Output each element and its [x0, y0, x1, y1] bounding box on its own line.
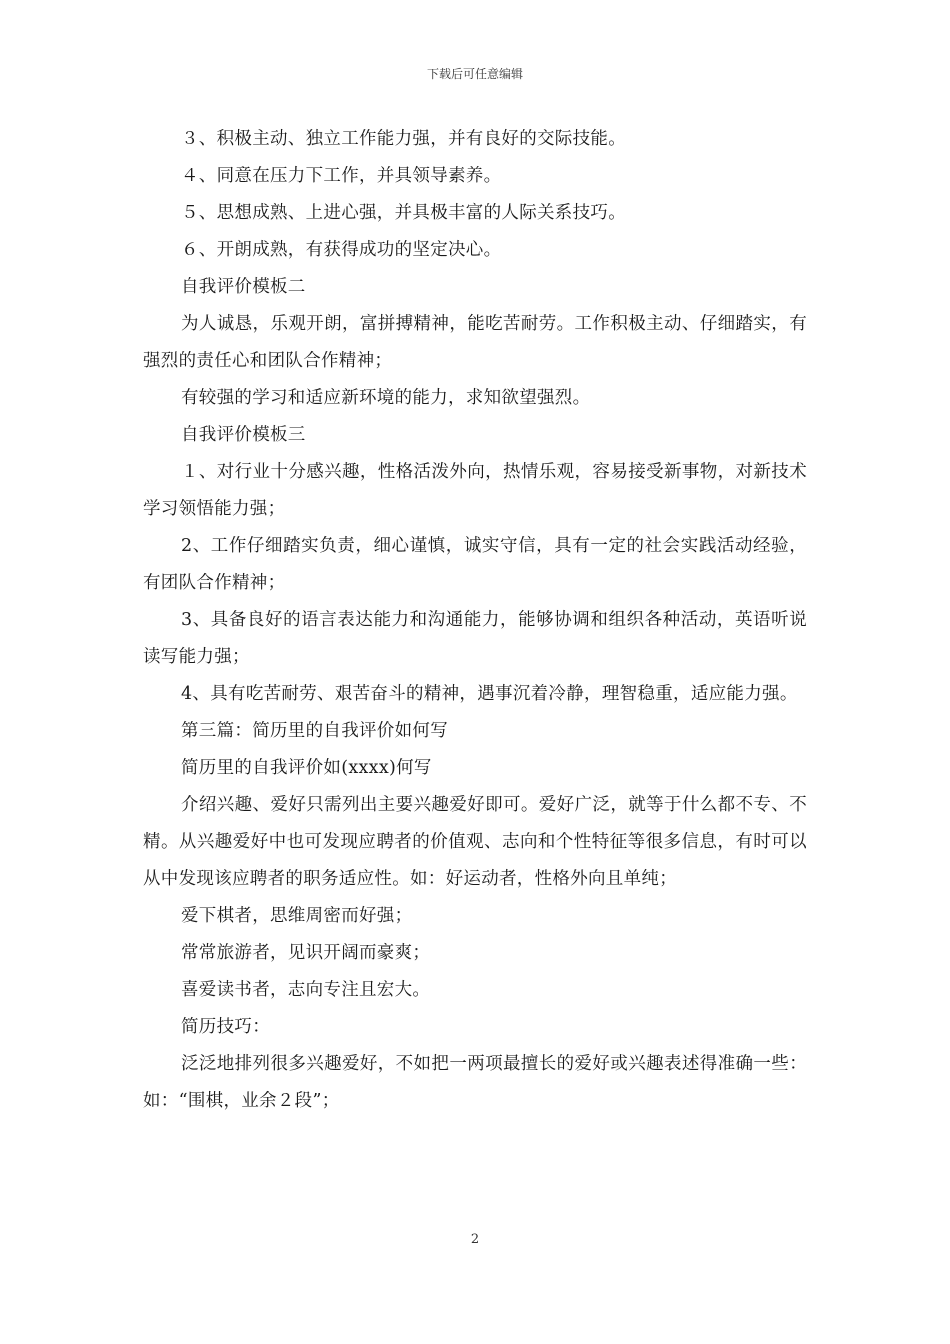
- paragraph: １、对行业十分感兴趣，性格活泼外向，热情乐观，容易接受新事物，对新技术学习领悟能力强；: [143, 462, 807, 519]
- paragraph: 常常旅游者，见识开阔而豪爽；: [181, 943, 431, 963]
- paragraph: 喜爱读书者，志向专注且宏大。: [181, 980, 431, 1000]
- section-heading: 自我评价模板三: [181, 425, 306, 445]
- paragraph: ６、开朗成熟，有获得成功的坚定决心。: [181, 240, 502, 260]
- paragraph: 有较强的学习和适应新环境的能力，求知欲望强烈。: [181, 388, 591, 408]
- page-header: 下载后可任意编辑: [426, 67, 523, 81]
- paragraph: 2、工作仔细踏实负责，细心谨慎，诚实守信，具有一定的社会实践活动经验，有团队合作精神；: [143, 536, 807, 593]
- section-heading: 自我评价模板二: [181, 277, 306, 297]
- page-number: 2: [470, 1232, 480, 1247]
- paragraph: 为人诚恳，乐观开朗，富拼搏精神，能吃苦耐劳。工作积极主动、仔细踏实，有强烈的责任心和团队合作精神；: [143, 314, 807, 371]
- paragraph: 3、具备良好的语言表达能力和沟通能力，能够协调和组织各种活动，英语听说读写能力强；: [143, 610, 807, 667]
- section-heading: 简历技巧：: [181, 1017, 270, 1037]
- paragraph: 介绍兴趣、爱好只需列出主要兴趣爱好即可。爱好广泛，就等于什么都不专、不精。从兴趣爱好中也可发现应聘者的价值观、志向和个性特征等很多信息，有时可以从中发现该应聘者的职务适应性。如：好运动者，性格外向且单纯；: [143, 795, 807, 889]
- document-body: [143, 121, 807, 1120]
- paragraph: ５、思想成熟、上进心强，并具极丰富的人际关系技巧。: [181, 203, 626, 223]
- paragraph: 爱下棋者，思维周密而好强；: [181, 906, 413, 926]
- paragraph: ４、同意在压力下工作，并具领导素养。: [181, 166, 502, 186]
- paragraph: 4、具有吃苦耐劳、艰苦奋斗的精神，遇事沉着冷静，理智稳重，适应能力强。: [181, 684, 798, 704]
- section-heading: 简历里的自我评价如(xxxx)何写: [181, 758, 432, 778]
- paragraph: 泛泛地排列很多兴趣爱好，不如把一两项最擅长的爱好或兴趣表述得准确一些：如：“围棋，业余２段”；: [143, 1054, 807, 1111]
- paragraph: ３、积极主动、独立工作能力强，并有良好的交际技能。: [181, 129, 626, 149]
- chapter-title: 第三篇：简历里的自我评价如何写: [181, 721, 448, 741]
